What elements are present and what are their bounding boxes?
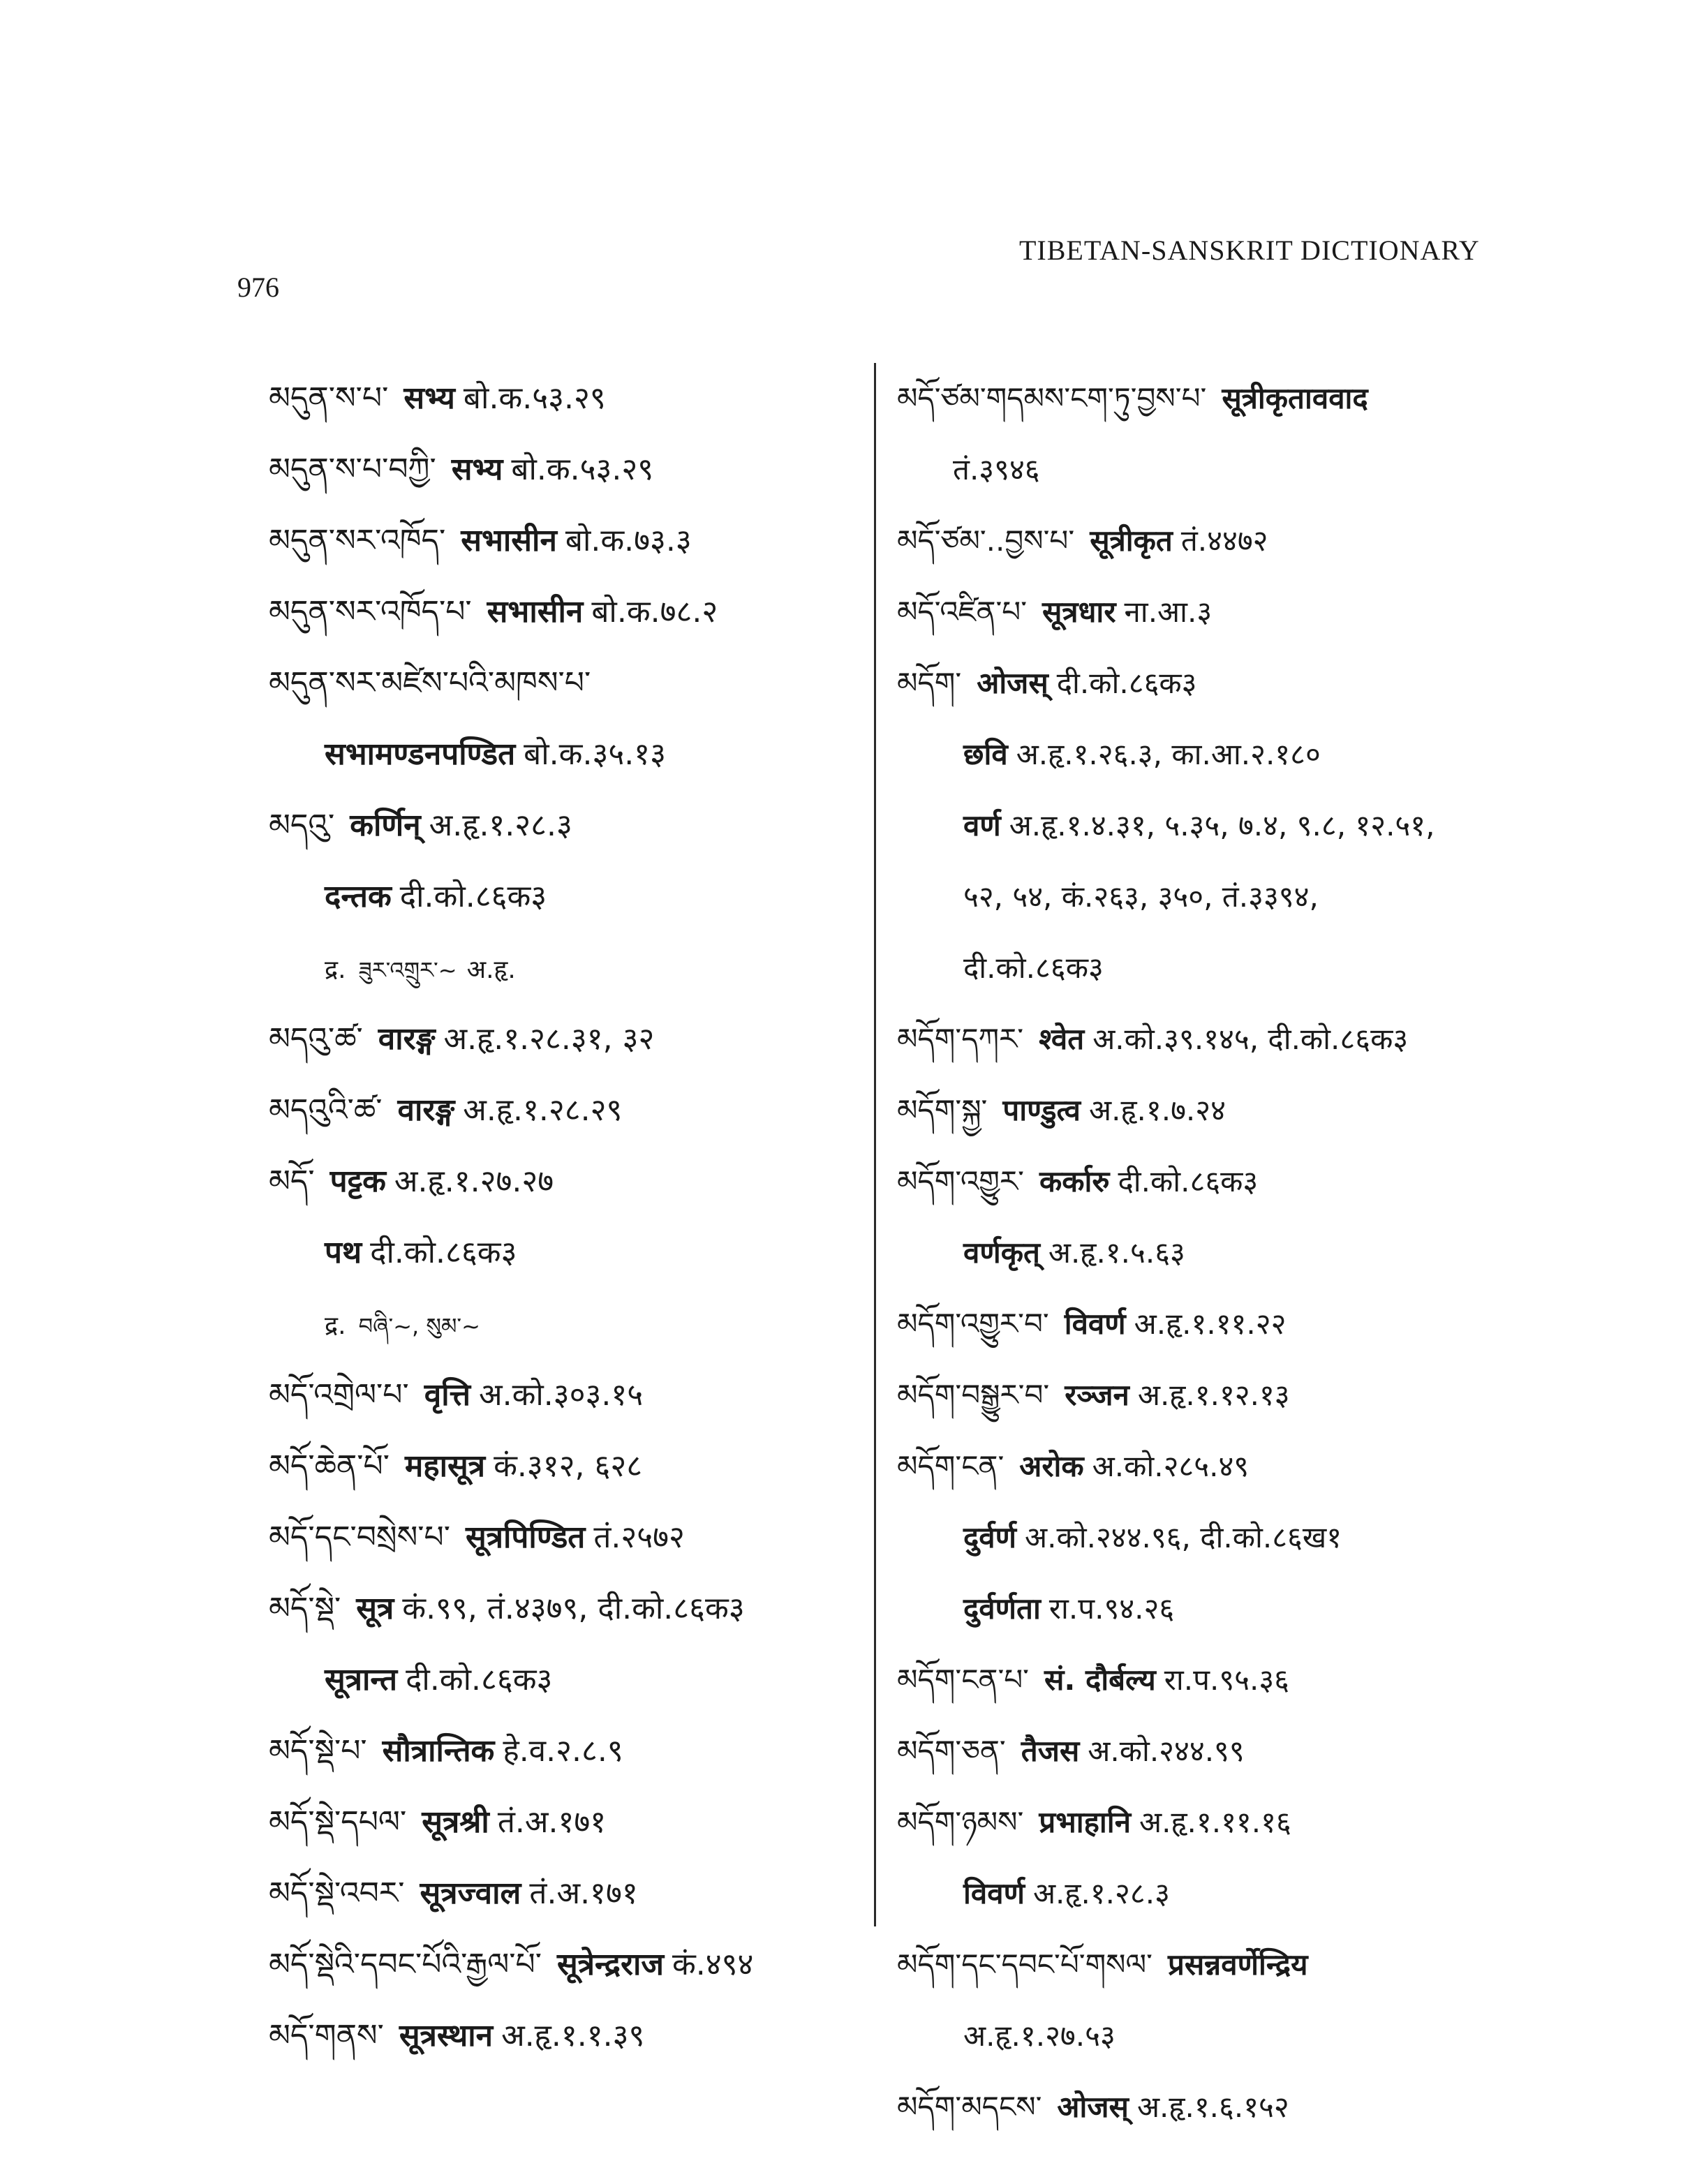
dictionary-entry-line [897, 861, 1546, 933]
tibetan-headword: མདོག་ཅན་ [897, 1734, 1006, 1768]
sanskrit-equivalent: सूत्रज्वाल [420, 1875, 521, 1911]
tibetan-headword: མདོག་དཀར་ [897, 1022, 1024, 1056]
left-column [269, 363, 866, 2072]
tibetan-headword: མདོ་སྡེའི་དབང་པོའི་རྒྱལ་པོ་ [269, 1947, 542, 1982]
sanskrit-equivalent: महासूत्र [404, 1448, 486, 1484]
dictionary-entry-line [269, 1217, 866, 1288]
source-reference: रा.प.९५.३६ [1164, 1663, 1290, 1697]
sanskrit-equivalent: सं. दौर्बल्य [1044, 1663, 1156, 1697]
source-reference: ५२, ५४, कं.२६३, ३५०, तं.३३९४, [963, 879, 1319, 914]
source-reference: अ.को.२४४.९६, दी.को.८६ख१ [1025, 1520, 1342, 1554]
tibetan-headword: མདོག་མདངས་ [897, 2090, 1042, 2124]
source-reference: अ.हृ.१.४.३१, ५.३५, ७.४, ९.८, १२.५१, [1009, 808, 1435, 842]
source-reference: ना.आ.३ [1124, 595, 1213, 629]
source-reference: अ.हृ.१.२६.३, का.आ.२.१८० [1016, 737, 1321, 771]
tibetan-headword: མདོག་ངན་པ་ [897, 1663, 1030, 1697]
dictionary-entry-line [897, 1716, 1546, 1787]
tibetan-headword: མདོ་ཆེན་པོ་ [269, 1448, 390, 1484]
tibetan-headword: མདུན་སར་འཁོད་ [269, 523, 446, 558]
sanskrit-equivalent: श्वेत [1039, 1022, 1085, 1056]
cross-reference [325, 1312, 490, 1340]
dictionary-entry-line [269, 1716, 866, 1787]
sanskrit-equivalent: सूत्रस्थान [399, 2018, 494, 2053]
source-reference: अ.हृ.१.२७.५३ [963, 2019, 1115, 2053]
tibetan-headword: མདུན་སར་མཛེས་པའི་མཁས་པ་ [269, 665, 591, 701]
tibetan-headword: མདོ་སྡེ་འབར་ [269, 1875, 405, 1911]
dictionary-entry-line [897, 648, 1546, 719]
sanskrit-equivalent: कर्कारु [1039, 1164, 1110, 1198]
right-column [897, 363, 1546, 2143]
sanskrit-equivalent: सूत्रपिण्डित [466, 1520, 586, 1555]
tibetan-headword: མདོ་སྡེ་པ་ [269, 1733, 367, 1769]
tibetan-headword: མདོ་དང་བསྲེས་པ་ [269, 1520, 450, 1555]
see-marker: द्र. [325, 1312, 346, 1340]
sanskrit-equivalent: सभासीन [487, 594, 584, 630]
dictionary-entry-line [897, 1573, 1546, 1644]
source-reference: अ.हृ.१.१२.१३ [1137, 1378, 1290, 1412]
sanskrit-equivalent: वारङ्ग [397, 1092, 455, 1128]
dictionary-entry-line [897, 1787, 1546, 1858]
tibetan-headword: མདོ་སྡེ་ [269, 1591, 341, 1626]
source-reference: दी.को.८६क३ [1056, 666, 1197, 700]
sanskrit-equivalent: वृत्ति [424, 1377, 470, 1413]
sanskrit-equivalent: पाण्डुत्व [1002, 1093, 1081, 1127]
sanskrit-equivalent: सूत्रान्त [325, 1662, 398, 1698]
source-reference: तं.अ.१७१ [529, 1875, 638, 1911]
dictionary-entry-line [897, 1644, 1546, 1716]
tibetan-headword: མདའུའི་ཚ་ [269, 1092, 383, 1128]
dictionary-entry-line [897, 363, 1546, 434]
source-reference: अ.हृ.१.११.१६ [1139, 1805, 1291, 1839]
sanskrit-equivalent: सूत्रधार [1042, 595, 1116, 629]
sanskrit-equivalent: सूत्रश्री [422, 1804, 489, 1840]
sanskrit-equivalent: दन्तक [325, 879, 392, 914]
source-reference: अ.को.३९.१४५, दी.को.८६क३ [1092, 1022, 1409, 1056]
tibetan-headword: མདོག་སྐྱ་ [897, 1093, 988, 1127]
running-head: TIBETAN-SANSKRIT DICTIONARY [1019, 235, 1480, 266]
tibetan-headword: མདོ་སྡེ་དཔལ་ [269, 1804, 407, 1840]
source-reference: अ.हृ.१.२८.२९ [463, 1092, 623, 1128]
source-reference: तं.२५७२ [593, 1520, 685, 1555]
dictionary-entry-line [269, 1644, 866, 1716]
source-reference: अ.हृ.१.६.१५२ [1136, 2090, 1289, 2124]
sanskrit-equivalent: सभासीन [461, 523, 557, 558]
sanskrit-equivalent: रञ्जन [1065, 1378, 1129, 1412]
source-reference: अ.हृ.१.२८.३ [1032, 1876, 1170, 1910]
dictionary-entry-line [897, 1431, 1546, 1502]
dictionary-entry-line [897, 719, 1546, 790]
sanskrit-equivalent: ओजस् [1057, 2090, 1129, 2124]
tibetan-headword: མདོ་ [269, 1164, 315, 1199]
tibetan-headword: མདུན་ས་པ་བཀྱི་ [269, 452, 436, 487]
tibetan-headword: མདོག་དང་དབང་པོ་གསལ་ [897, 1947, 1152, 1982]
tibetan-headword: མདོག་བསྒྱུར་བ་ [897, 1378, 1050, 1412]
source-reference: बो.क.५३.२९ [511, 452, 654, 487]
dictionary-entry-line [897, 1360, 1546, 1431]
dictionary-entry-line [269, 1502, 866, 1573]
see-marker: द्र. [325, 956, 346, 984]
dictionary-entry-line [269, 861, 866, 933]
dictionary-entry-line [897, 1075, 1546, 1146]
dictionary-entry-line [269, 1360, 866, 1431]
dictionary-entry-line [897, 577, 1546, 648]
tibetan-headword: མདོ་འཛིན་པ་ [897, 595, 1028, 629]
source-reference: बो.क.७३.३ [565, 523, 692, 558]
dictionary-entry-line [269, 719, 866, 790]
source-reference: कं.४९४ [672, 1947, 754, 1982]
source-reference: तं.३९४६ [953, 452, 1040, 486]
cross-reference [325, 956, 516, 984]
column-divider [874, 363, 876, 1926]
dictionary-entry-line [269, 933, 866, 1004]
sanskrit-equivalent: तैजस [1021, 1734, 1080, 1768]
source-reference: दी.को.८६क३ [963, 951, 1104, 985]
dictionary-entry-line [897, 1004, 1546, 1075]
dictionary-entry-line [897, 505, 1546, 577]
dictionary-entry-line [897, 790, 1546, 861]
tibetan-headword: མདོག་ [897, 666, 962, 700]
sanskrit-equivalent: सौत्रान्तिक [382, 1733, 495, 1769]
dictionary-entry-line [897, 434, 1546, 505]
dictionary-entry-line [269, 434, 866, 505]
dictionary-entry-line [269, 1431, 866, 1502]
source-reference: कं.३१२, ६२८ [494, 1448, 643, 1484]
source-reference: हे.व.२.८.९ [503, 1733, 623, 1769]
dictionary-entry-line [269, 1075, 866, 1146]
source-reference: अ.हृ.१.५.६३ [1048, 1235, 1185, 1270]
sanskrit-equivalent: दुर्वर्ण [963, 1520, 1017, 1554]
dictionary-entry-line [269, 2000, 866, 2072]
sanskrit-equivalent: सभ्य [451, 452, 503, 487]
source-reference: तं.४४७२ [1180, 523, 1268, 558]
source-reference: अ.हृ.१.२७.२७ [394, 1164, 554, 1199]
source-reference: बो.क.३५.१३ [524, 736, 666, 772]
dictionary-entry-line [897, 2072, 1546, 2143]
dictionary-entry-line [269, 648, 866, 719]
tibetan-headword: མདའུ་ཚ་ [269, 1021, 363, 1057]
sanskrit-equivalent: सभामण्डनपण्डित [325, 736, 516, 772]
tibetan-headword: མདོག་འགྱུར་ [897, 1164, 1024, 1198]
sanskrit-equivalent: वर्ण [963, 808, 1001, 842]
sanskrit-equivalent: पथ [325, 1235, 362, 1270]
tibetan-headword: མདོག་འགྱུར་བ་ [897, 1307, 1049, 1341]
dictionary-entry-line [269, 363, 866, 434]
sanskrit-equivalent: विवर्ण [963, 1876, 1025, 1910]
tibetan-headword: མདོ་འགྲེལ་པ་ [269, 1377, 409, 1413]
sanskrit-equivalent: कर्णिन् [350, 808, 421, 843]
see-tibetan: བཞི་~, སུམ་~ [358, 1313, 480, 1339]
sanskrit-equivalent: प्रसन्नवर्णेन्द्रिय [1168, 1947, 1308, 1982]
source-reference: अ.हृ.१.२८.३१, ३२ [443, 1021, 655, 1057]
sanskrit-equivalent: प्रभाहानि [1039, 1805, 1131, 1839]
dictionary-entry-line [269, 577, 866, 648]
dictionary-entry-line [269, 1288, 866, 1360]
source-reference: बो.क.५३.२९ [463, 380, 606, 416]
tibetan-headword: མདོག་ངན་ [897, 1449, 1005, 1483]
source-reference: अ.हृ.१.२८.३ [429, 808, 572, 843]
tibetan-headword: མདོག་ཉམས་ [897, 1805, 1024, 1839]
source-reference: दी.को.८६क३ [1118, 1164, 1259, 1198]
dictionary-entry-line [897, 1502, 1546, 1573]
dictionary-entry-line [897, 933, 1546, 1004]
dictionary-entry-line [897, 1146, 1546, 1217]
source-reference: रा.प.९४.२६ [1048, 1591, 1175, 1626]
source-reference: अ.हृ.१.१.३९ [501, 2018, 645, 2053]
dictionary-entry-line [269, 1929, 866, 2000]
sanskrit-equivalent: वर्णकृत् [963, 1235, 1040, 1270]
source-reference: कं.९९, तं.४३७९, दी.को.८६क३ [402, 1591, 745, 1626]
sanskrit-equivalent: सभ्य [403, 380, 455, 416]
source-reference: दी.को.८६क३ [406, 1662, 553, 1698]
sanskrit-equivalent: पट्टक [329, 1164, 386, 1199]
dictionary-entry-line [269, 1146, 866, 1217]
dictionary-entry-line [269, 505, 866, 577]
tibetan-headword: མདོ་གནས་ [269, 2018, 384, 2053]
source-reference: अ.हृ.१.७.२४ [1089, 1093, 1226, 1127]
dictionary-entry-line [897, 1858, 1546, 1929]
dictionary-entry-line [269, 790, 866, 861]
sanskrit-equivalent: दुर्वर्णता [963, 1591, 1041, 1626]
sanskrit-equivalent: सूत्रेन्द्रराज [556, 1947, 664, 1982]
source-reference: दी.को.८६क३ [399, 879, 547, 914]
dictionary-entry-line [897, 2000, 1546, 2072]
sanskrit-equivalent: छवि [963, 737, 1008, 771]
see-reference: अ.हृ. [466, 956, 516, 984]
page-number: 976 [237, 272, 279, 303]
source-reference: तं.अ.१७१ [497, 1804, 607, 1840]
see-tibetan: ཟུར་འགྲུར་~ [358, 957, 457, 983]
source-reference: अ.हृ.१.११.२२ [1134, 1307, 1287, 1341]
source-reference: अ.को.२४४.९९ [1088, 1734, 1245, 1768]
tibetan-headword: མདུན་ས་པ་ [269, 380, 389, 416]
tibetan-headword: མདོ་ཙམ་..བྱས་པ་ [897, 523, 1075, 558]
dictionary-entry-line [269, 1858, 866, 1929]
tibetan-headword: མདའུ་ [269, 808, 335, 843]
sanskrit-equivalent: सूत्र [356, 1591, 394, 1626]
sanskrit-equivalent: ओजस् [977, 666, 1048, 700]
tibetan-headword: མདུན་སར་འཁོད་པ་ [269, 594, 472, 630]
source-reference: अ.को.२८५.४९ [1092, 1449, 1250, 1483]
dictionary-entry-line [269, 1004, 866, 1075]
source-reference: बो.क.७८.२ [591, 594, 718, 630]
dictionary-entry-line [269, 1573, 866, 1644]
dictionary-entry-line [269, 1787, 866, 1858]
source-reference: दी.को.८६क३ [370, 1235, 517, 1270]
sanskrit-equivalent: सूत्रीकृताववाद [1222, 381, 1368, 415]
source-reference: अ.को.३०३.१५ [479, 1377, 644, 1413]
dictionary-entry-line [897, 1288, 1546, 1360]
sanskrit-equivalent: विवर्ण [1064, 1307, 1126, 1341]
sanskrit-equivalent: वारङ्ग [378, 1021, 436, 1057]
sanskrit-equivalent: सूत्रीकृत [1090, 523, 1173, 558]
dictionary-entry-line [897, 1929, 1546, 2000]
sanskrit-equivalent: अरोक [1019, 1449, 1084, 1483]
tibetan-headword: མདོ་ཙམ་གདམས་ངག་ཏུ་བྱས་པ་ [897, 381, 1207, 415]
dictionary-entry-line [897, 1217, 1546, 1288]
